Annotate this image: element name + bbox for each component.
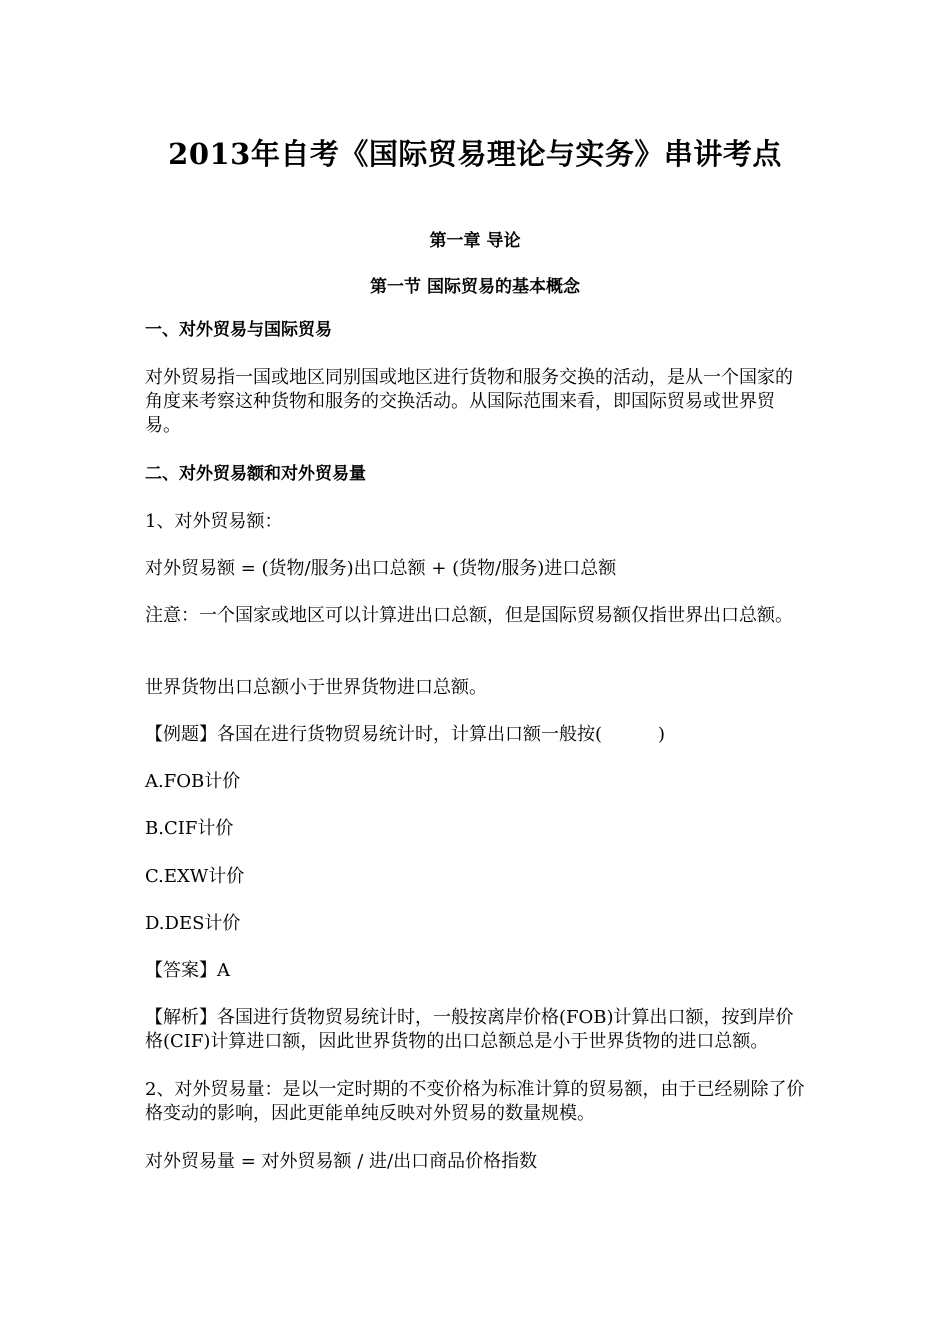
answer-line: 【答案】A (145, 960, 230, 981)
paragraph-note: 注意：一个国家或地区可以计算进出口总额，但是国际贸易额仅指世界出口总额。 (145, 605, 793, 626)
formula-trade-value: 对外贸易额 = (货物/服务)出口总额 + (货物/服务)进口总额 (145, 558, 617, 579)
example-question-close: ) (658, 724, 666, 745)
example-question-text: 【例题】各国在进行货物贸易统计时，计算出口额一般按( (145, 724, 603, 745)
chapter-heading: 第一章 导论 (429, 231, 521, 251)
subheading-foreign-trade: 一、对外贸易与国际贸易 (145, 320, 332, 340)
option-d: D.DES计价 (145, 913, 241, 934)
paragraph-note-2: 世界货物出口总额小于世界货物进口总额。 (145, 677, 487, 698)
subheading-trade-value-volume: 二、对外贸易额和对外贸易量 (145, 464, 366, 484)
section-heading: 第一节 国际贸易的基本概念 (370, 277, 580, 297)
analysis-paragraph: 【解析】各国进行货物贸易统计时，一般按离岸价格(FOB)计算出口额，按到岸价格(CIF)计算进口额，因此世界货物的出口总额总是小于世界货物的进口总额。 (145, 1007, 794, 1052)
item-trade-volume: 2、对外贸易量：是以一定时期的不变价格为标准计算的贸易额，由于已经剔除了价格变动的影响，因此更能单纯反映对外贸易的数量规模。 (145, 1079, 805, 1124)
option-b: B.CIF计价 (145, 818, 234, 839)
paragraph-definition: 对外贸易指一国或地区同别国或地区进行货物和服务交换的活动，是从一个国家的角度来考察这种货物和服务的交换活动。从国际范围来看，即国际贸易或世界贸易。 (145, 367, 793, 436)
option-c: C.EXW计价 (145, 866, 245, 887)
item-trade-value: 1、对外贸易额： (145, 511, 283, 532)
option-a: A.FOB计价 (145, 771, 241, 792)
example-question (145, 723, 810, 747)
formula-trade-volume: 对外贸易量 = 对外贸易额 / 进/出口商品价格指数 (145, 1151, 538, 1172)
document-title: 2013年自考《国际贸易理论与实务》串讲考点 (168, 137, 782, 171)
